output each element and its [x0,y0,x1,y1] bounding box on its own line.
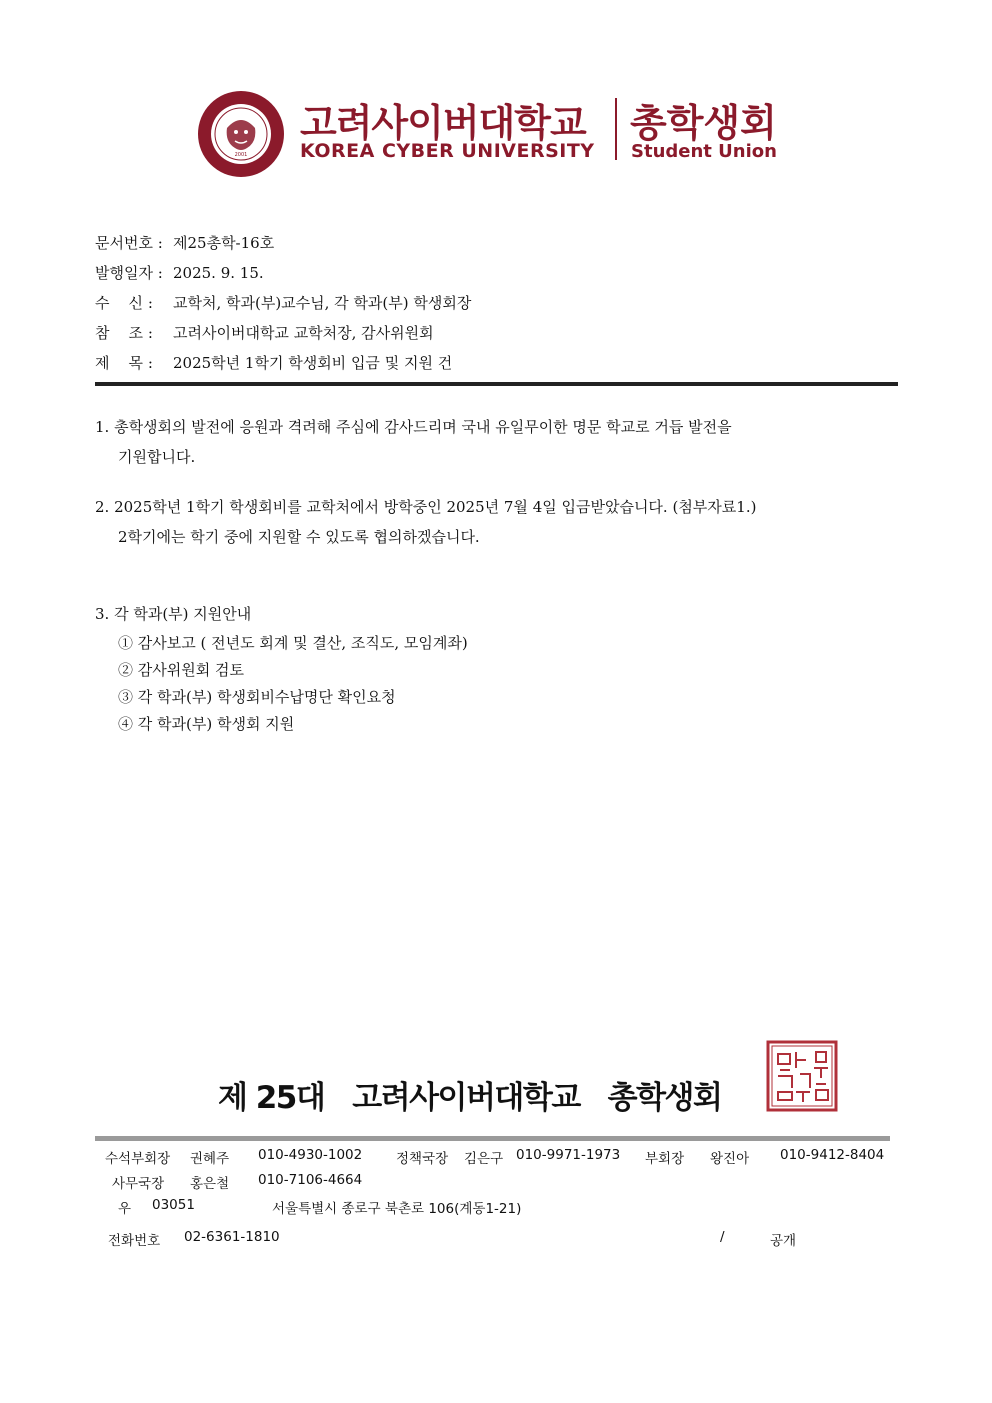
paragraph-1-line-2: 기원합니다. [118,448,196,466]
university-seal-logo [197,90,285,178]
address: 서울특별시 종로구 북촌로 106(계동1-21) [272,1201,522,1217]
contact-phone: 010-9412-8404 [780,1147,885,1163]
meta-value: 2025학년 1학기 학생회비 입금 및 지원 건 [173,354,453,372]
list-item: ③ 각 학과(부) 학생회비수납명단 확인요청 [118,688,396,706]
university-name-korean: 고려사이버대학교 [300,101,586,145]
logo-divider [615,98,617,160]
meta-value: 제25총학-16호 [173,234,275,252]
zip-code: 03051 [152,1197,195,1213]
contact-role: 사무국장 [112,1176,165,1192]
contact-role: 정책국장 [396,1151,449,1167]
meta-label: 제 목 : [95,354,153,372]
contact-name: 권혜주 [190,1151,230,1167]
contact-name: 김은구 [464,1151,504,1167]
paragraph-2-line-1: 2. 2025학년 1학기 학생회비를 교학처에서 방학중인 2025년 7월 4일 입금받았습니다. (첨부자료1.) [95,498,757,516]
contact-role: 수석부회장 [105,1151,171,1167]
tel-number: 02-6361-1810 [184,1229,280,1245]
meta-value: 고려사이버대학교 교학처장, 감사위원회 [173,324,434,342]
recipient-row [95,292,471,313]
university-name-english: KOREA CYBER UNIVERSITY [300,140,595,162]
meta-value: 2025. 9. 15. [173,264,264,282]
seal-year: 2001 [234,152,248,158]
slash-separator: / [720,1229,725,1245]
paragraph-2-line-2: 2학기에는 학기 중에 지원할 수 있도록 협의하겠습니다. [118,528,480,546]
student-union-english: Student Union [631,141,777,162]
disclosure-status: 공개 [770,1233,797,1249]
list-item: ④ 각 학과(부) 학생회 지원 [118,715,295,733]
meta-label: 문서번호 : [95,234,163,252]
student-union-korean: 총학생회 [630,101,777,145]
header-divider [95,382,898,386]
doc-number-row [95,232,274,253]
contact-name: 홍은철 [190,1176,230,1192]
subject-row [95,352,452,373]
contact-role: 부회장 [645,1151,685,1167]
paragraph-3-title: 3. 각 학과(부) 지원안내 [95,605,252,623]
paragraph-1-line-1: 1. 총학생회의 발전에 응원과 격려해 주심에 감사드리며 국내 유일무이한 명문 학교로 거듭 발전을 [95,418,732,436]
meta-value: 교학처, 학과(부)교수님, 각 학과(부) 학생회장 [173,294,472,312]
tel-label: 전화번호 [108,1233,161,1249]
issuer-title: 제 25대 고려사이버대학교 총학생회 [218,1080,722,1116]
contact-phone: 010-7106-4664 [258,1172,363,1188]
list-item: ① 감사보고 ( 전년도 회계 및 결산, 조직도, 모임계좌) [118,634,468,652]
contact-phone: 010-9971-1973 [516,1147,621,1163]
zip-label: 우 [118,1201,132,1217]
contact-phone: 010-4930-1002 [258,1147,363,1163]
reference-row [95,322,434,343]
meta-label: 발행일자 : [95,264,163,282]
meta-label: 수 신 : [95,294,153,312]
footer-divider [95,1136,890,1141]
issue-date-row [95,262,264,283]
list-item: ② 감사위원회 검토 [118,661,244,679]
meta-label: 참 조 : [95,324,153,342]
official-seal-stamp [766,1040,838,1112]
contact-name: 왕진아 [710,1151,750,1167]
